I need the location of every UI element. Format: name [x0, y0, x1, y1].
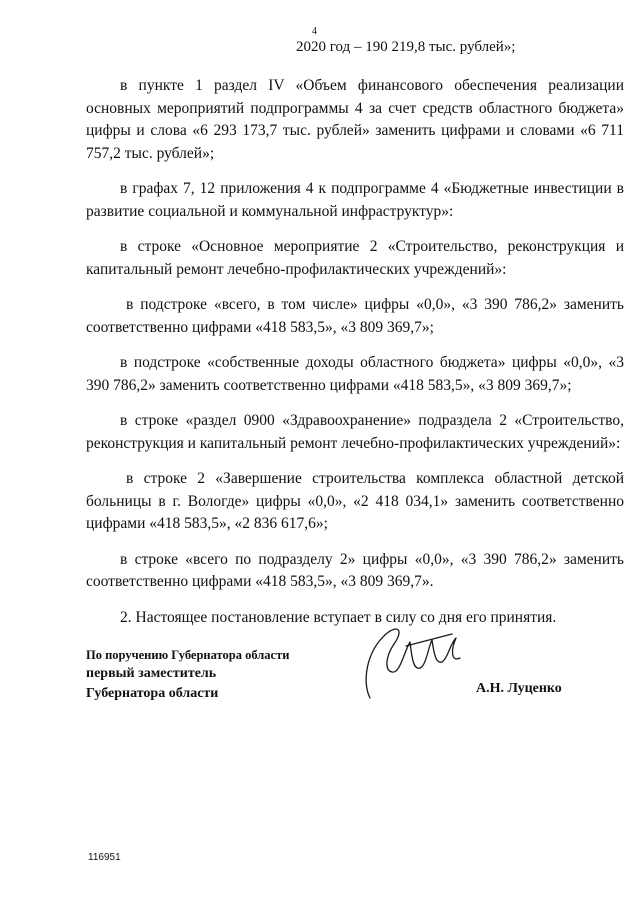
paragraph: в строке «раздел 0900 «Здравоохранение» подраздела 2 «Строительство, реконструкция и капитальный ремонт лечебно-профилактических учреждений»: [86, 412, 624, 452]
paragraph: в графах 7, 12 приложения 4 к подпрограмме 4 «Бюджетные инвестиции в развитие социальной и коммунальной инфраструктур»: [86, 180, 624, 220]
paragraph: 2. Настоящее постановление вступает в силу со дня его принятия. [120, 608, 557, 626]
paragraph: в строке «Основное мероприятие 2 «Строительство, реконструкция и капитальный ремонт лечебно-профилактических учреждений»: [86, 238, 624, 278]
signatory-authority: По поручению Губернатора области [86, 648, 290, 662]
signature-block [86, 646, 289, 704]
document-body [86, 75, 624, 642]
paragraph: в строке «всего по подразделу 2» цифры «0,0», «3 390 786,2» заменить соответственно цифрами «418 583,5», «3 809 369,7». [86, 550, 624, 590]
continuation-line: 2020 год – 190 219,8 тыс. рублей»; [296, 39, 516, 55]
signatory-position-continued: Губернатора области [86, 686, 219, 701]
paragraph: в пункте 1 раздел IV «Объем финансового обеспечения реализации основных мероприятий подпрограммы 4 за счет средств областного бюджета» цифры и слова «6 293 173,7 тыс. рублей» заменить цифрами и словами «6 711 757,2 тыс. рублей»; [86, 77, 624, 162]
paragraph: в подстроке «собственные доходы областного бюджета» цифры «0,0», «3 390 786,2» заменить соответственно цифрами «418 583,5», «3 809 369,7»; [86, 354, 624, 394]
document-code: 116951 [88, 852, 121, 863]
paragraph: в строке 2 «Завершение строительства комплекса областной детской больницы в г. Вологде» цифры «0,0», «2 418 034,1» заменить соответственно цифрами «418 583,5», «2 836 617,6»; [86, 470, 624, 532]
signatory-position: первый заместитель [86, 666, 217, 681]
signer-name: А.Н. Луценко [476, 681, 562, 696]
paragraph: в подстроке «всего, в том числе» цифры «0,0», «3 390 786,2» заменить соответственно цифрами «418 583,5», «3 809 369,7»; [86, 296, 624, 336]
handwritten-signature [340, 612, 470, 702]
page-number: 4 [312, 26, 317, 37]
